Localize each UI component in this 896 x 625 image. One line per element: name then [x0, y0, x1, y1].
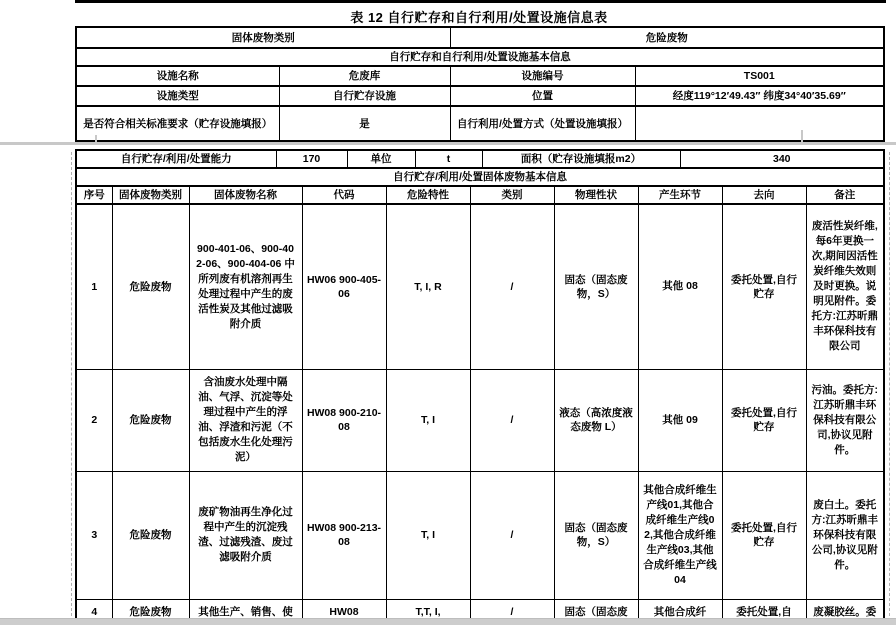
unit-value: t [415, 150, 482, 168]
cell-name: 含油废水处理中隔油、气浮、沉淀等处理过程中产生的浮油、浮渣和污泥（不包括废水生化处理污泥） [189, 369, 302, 471]
waste-row [76, 369, 884, 471]
cell-category: 危险废物 [112, 369, 189, 471]
col-header-code: 代码 [302, 186, 386, 204]
viewport-bottom-edge [0, 618, 896, 625]
standard-value: 是 [279, 106, 450, 141]
page-break-tick [801, 130, 803, 143]
cell-no: 4 [76, 599, 112, 618]
cell-physical: 固态（固态废 [554, 599, 638, 618]
waste-row [76, 599, 884, 618]
col-header-stage: 产生环节 [638, 186, 722, 204]
cell-destination: 委托处置,自行贮存 [722, 369, 806, 471]
cell-category: 危险废物 [112, 599, 189, 618]
cell-name: 废矿物油再生净化过程中产生的沉淀残渣、过滤残渣、废过滤吸附介质 [189, 471, 302, 599]
col-header-destination: 去向 [722, 186, 806, 204]
col-header-remark: 备注 [806, 186, 884, 204]
page-break-separator [0, 142, 896, 145]
cell-physical: 固态（固态废物，S） [554, 471, 638, 599]
col-header-hazard: 危险特性 [386, 186, 470, 204]
cell-code: HW08 900-210-08 [302, 369, 386, 471]
facility-no-label: 设施编号 [450, 66, 635, 86]
cell-name: 900-401-06、900-402-06、900-404-06 中所列废有机溶剂再生处理过程中产生的废活性炭及其他过滤吸附介质 [189, 204, 302, 369]
waste-list-table [75, 167, 885, 618]
cell-no: 3 [76, 471, 112, 599]
col-header-class: 类别 [470, 186, 554, 204]
cell-physical: 固态（固态废物，S） [554, 204, 638, 369]
method-label: 自行利用/处置方式（处置设施填报） [450, 106, 635, 141]
facility-info-table [75, 26, 885, 142]
facility-name-label: 设施名称 [76, 66, 279, 86]
location-value: 经度119°12′49.43″ 纬度34°40′35.69″ [635, 86, 884, 106]
cell-destination: 委托处置,自行贮存 [722, 204, 806, 369]
cell-category: 危险废物 [112, 204, 189, 369]
basic-info-header: 自行贮存和自行利用/处置设施基本信息 [76, 48, 884, 66]
cell-class: / [470, 599, 554, 618]
cell-name: 其他生产、销售、使 [189, 599, 302, 618]
cell-code: HW08 900-213-08 [302, 471, 386, 599]
cell-class: / [470, 369, 554, 471]
cell-remark: 废活性炭纤维,每6年更换一次,期间因活性炭纤维失效则及时更换。说明见附件。委托方:江苏昕鼎丰环保科技有限公司 [806, 204, 884, 369]
cell-destination: 委托处置,自行贮存 [722, 471, 806, 599]
cell-hazard: T, I [386, 471, 470, 599]
cell-stage: 其他 08 [638, 204, 722, 369]
facility-name-value: 危废库 [279, 66, 450, 86]
col-header-category: 固体废物类别 [112, 186, 189, 204]
cell-physical: 液态（高浓度液态废物 L） [554, 369, 638, 471]
cell-class: / [470, 204, 554, 369]
cell-stage: 其他合成纤 [638, 599, 722, 618]
cell-remark: 废白土。委托方:江苏昕鼎丰环保科技有限公司,协议见附件。 [806, 471, 884, 599]
area-value: 340 [680, 150, 884, 168]
waste-row [76, 204, 884, 369]
cell-no: 2 [76, 369, 112, 471]
facility-type-label: 设施类型 [76, 86, 279, 106]
cell-hazard: T, I [386, 369, 470, 471]
cell-hazard: T, I, R [386, 204, 470, 369]
waste-category-label: 固体废物类别 [76, 27, 450, 48]
cell-remark: 废凝胶丝。委 [806, 599, 884, 618]
capacity-value: 170 [276, 150, 347, 168]
cell-code: HW06 900-405-06 [302, 204, 386, 369]
cell-stage: 其他合成纤维生产线01,其他合成纤维生产线02,其他合成纤维生产线03,其他合成纤维生产线04 [638, 471, 722, 599]
cell-class: / [470, 471, 554, 599]
location-label: 位置 [450, 86, 635, 106]
facility-no-value: TS001 [635, 66, 884, 86]
text-boundary-guide [71, 152, 72, 616]
standard-label: 是否符合相关标准要求（贮存设施填报） [76, 106, 279, 141]
col-header-name: 固体废物名称 [189, 186, 302, 204]
page-break-tick [95, 135, 97, 143]
page-two-content [75, 149, 886, 618]
waste-basic-info-header: 自行贮存/利用/处置固体废物基本信息 [76, 168, 884, 186]
area-label: 面积（贮存设施填报m2） [482, 150, 680, 168]
col-header-no: 序号 [76, 186, 112, 204]
page-top-rule [75, 0, 886, 3]
capacity-table [75, 149, 885, 169]
table-title: 表 12 自行贮存和自行利用/处置设施信息表 [350, 10, 608, 25]
method-value [635, 106, 884, 141]
waste-row [76, 471, 884, 599]
waste-category-value: 危险废物 [450, 27, 884, 48]
capacity-label: 自行贮存/利用/处置能力 [76, 150, 276, 168]
cell-no: 1 [76, 204, 112, 369]
col-header-physical: 物理性状 [554, 186, 638, 204]
cell-remark: 污油。委托方:江苏昕鼎丰环保科技有限公司,协议见附件。 [806, 369, 884, 471]
cell-category: 危险废物 [112, 471, 189, 599]
text-boundary-guide [889, 152, 890, 616]
cell-code: HW08 [302, 599, 386, 618]
facility-type-value: 自行贮存设施 [279, 86, 450, 106]
cell-destination: 委托处置,自 [722, 599, 806, 618]
cell-hazard: T,T, I, [386, 599, 470, 618]
cell-stage: 其他 09 [638, 369, 722, 471]
unit-label: 单位 [347, 150, 415, 168]
